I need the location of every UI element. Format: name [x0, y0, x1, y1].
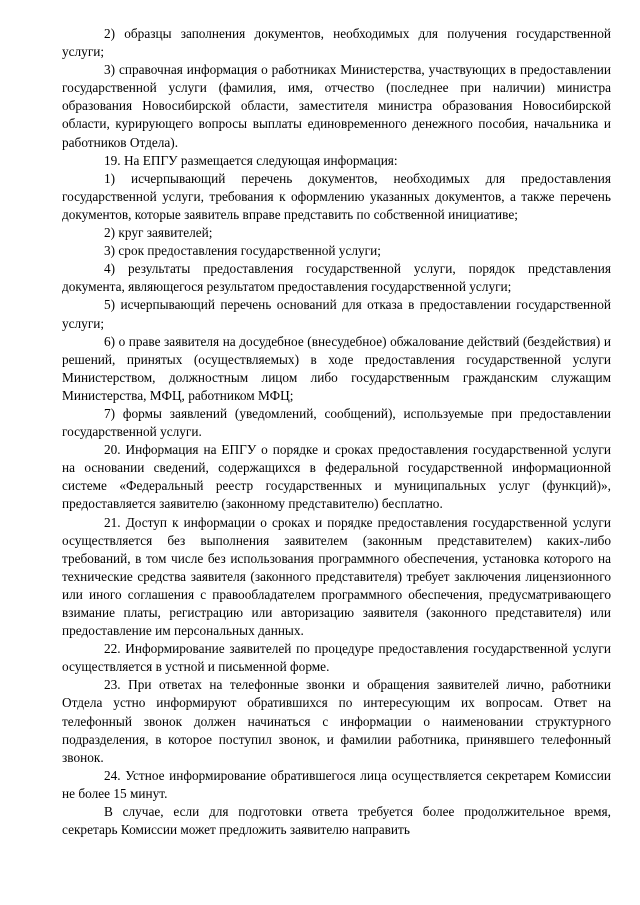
paragraph-clause-22: 22. Информирование заявителей по процедуре предоставления государственной услуги осуществляется в устной и письменной форме.	[62, 641, 611, 675]
paragraph-clause-19-item-4: 4) результаты предоставления государственной услуги, порядок представления документа, являющегося результатом предоставления государственной услуги;	[62, 261, 611, 295]
paragraph-item-3-contact-info: 3) справочная информация о работниках Министерства, участвующих в предоставлении государственной услуги (фамилия, имя, отчество (последнее при наличии) министра образования Новосибирской области, заместителя министра образования Новосибирской области, курирующего вопросы выплаты единовременного денежного пособия, начальника и работников Отдела).	[62, 62, 611, 150]
paragraph-item-2-samples: 2) образцы заполнения документов, необходимых для получения государственной услуги;	[62, 26, 611, 60]
paragraph-clause-19-item-7: 7) формы заявлений (уведомлений, сообщений), используемые при предоставлении государственной услуги.	[62, 405, 611, 440]
paragraph-clause-24: 24. Устное информирование обратившегося лица осуществляется секретарем Комиссии не более 15 минут.	[62, 767, 611, 801]
paragraph-clause-19-item-6: 6) о праве заявителя на досудебное (внесудебное) обжалование действий (бездействия) и решений, принятых (осуществляемых) в ходе предоставления государственной услуги Министерством, должностным лицом либо государственным гражданским служащим Министерства, МФЦ, работником МФЦ;	[62, 333, 611, 403]
paragraph-clause-24-continuation: В случае, если для подготовки ответа требуется более продолжительное время, секретарь Комиссии может предложить заявителю направить	[62, 804, 611, 838]
paragraph-clause-19-item-3: 3) срок предоставления государственной услуги;	[104, 243, 381, 259]
paragraph-clause-19-item-1: 1) исчерпывающий перечень документов, необходимых для предоставления государственной услуги, требования к оформлению указанных документов, а также перечень документов, которые заявитель вправе представить по собственной инициативе;	[62, 170, 611, 222]
paragraph-clause-19-item-5: 5) исчерпывающий перечень оснований для отказа в предоставлении государственной услуги;	[62, 297, 611, 331]
paragraph-clause-23: 23. При ответах на телефонные звонки и обращения заявителей лично, работники Отдела устно информируют обратившихся по интересующим их вопросам. Ответ на телефонный звонок должен начинаться с информации о наименовании структурного подразделения, в которое поступил звонок, и фамилии работника, принявшего телефонный звонок.	[62, 677, 611, 765]
paragraph-clause-20: 20. Информация на ЕПГУ о порядке и сроках предоставления государственной услуги на основании сведений, содержащихся в федеральной государственной информационной системе «Федеральный реестр государственных и муниципальных услуг (функций)», предоставляется заявителю (законному представителю) бесплатно.	[62, 442, 611, 512]
paragraph-clause-19-item-2: 2) круг заявителей;	[104, 225, 213, 241]
paragraph-clause-19: 19. На ЕПГУ размещается следующая информация:	[104, 152, 398, 168]
paragraph-clause-21: 21. Доступ к информации о сроках и порядке предоставления государственной услуги осуществляется без выполнения заявителем (законным представителем) каких-либо требований, в том числе без использования программного обеспечения, установка которого на технические средства заявителя (законного представителя) требует заключения лицензионного или иного соглашения с правообладателем программного обеспечения, предусматривающего взимание платы, регистрацию или авторизацию заявителя (законного представителя) или предоставление им персональных данных.	[62, 514, 611, 639]
